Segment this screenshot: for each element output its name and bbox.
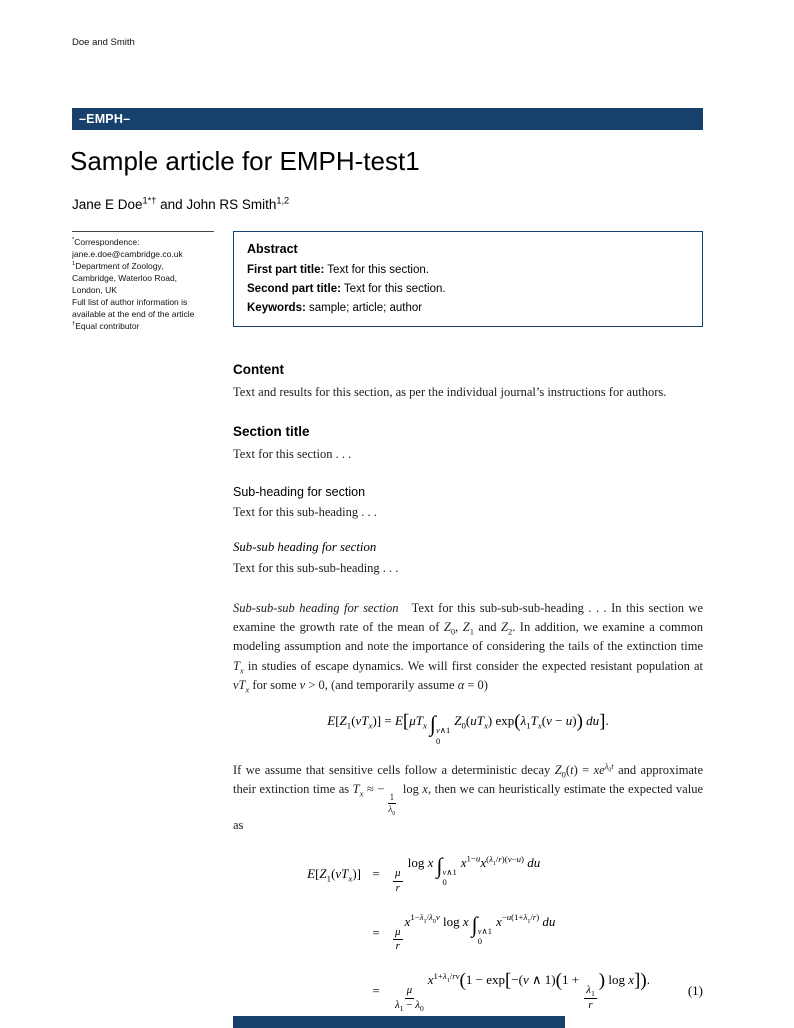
equation-row-2 xyxy=(233,904,703,963)
equation-lhs: $E[Z_1(vT_x)]$ xyxy=(307,866,361,884)
display-equation: $E[Z_1(vT_x)] = E[\mu T_x$ ∫ v∧1 0 $Z_0(uT_x) \exp(\lambda_1T_x(v - u))$ du]. xyxy=(327,711,609,746)
sub-heading: Sub-heading for section xyxy=(233,484,366,499)
section-title-heading: Section title xyxy=(233,424,310,440)
sub-heading-paragraph: Text for this sub-heading . . . xyxy=(233,504,377,519)
abstract-first-part-text: Text for this section. xyxy=(324,264,429,276)
article-body xyxy=(233,362,703,1021)
section-paragraph: Text for this section . . . xyxy=(233,447,352,462)
equation-row-1 xyxy=(233,845,703,904)
equation-array xyxy=(233,845,703,1021)
equation-rhs: $\frac{\mu}{r}$ log x ∫ v∧1 0 $x^{1-u}x^{(\lambda_1/r)(v-u)}$ du xyxy=(395,853,541,894)
equation-number xyxy=(669,845,703,904)
equation-rhs: $\frac{\mu}{\lambda_1 - \lambda_0}$ $x^{1+\lambda_1/rv}(1 - \exp[-(v$ ∧ 1)(1 + $\frac{\lambda_1}{r}$ ) log x]). xyxy=(395,970,650,1013)
running-head: Doe and Smith xyxy=(72,37,135,48)
equation-rhs: $\frac{\mu}{r}$ $x^{1-\lambda_1/\lambda_0v}$ log x ∫ v∧1 0 $x^{-u(1+\lambda_1/r)}$ du xyxy=(395,911,556,953)
abstract-keywords-text: sample; article; author xyxy=(305,302,423,314)
abstract-first-part xyxy=(247,264,689,276)
footer-bar xyxy=(233,1016,565,1028)
content-paragraph: Text and results for this section, as per the individual journal’s instructions for authors. xyxy=(233,385,667,399)
authors-line: Jane E Doe$^{1*\dagger}$ and John RS Smith$^{1,2}$ xyxy=(72,195,290,212)
equation-lhs xyxy=(233,962,361,1021)
equation-lhs xyxy=(233,904,361,963)
equals-sign: = xyxy=(372,924,380,940)
abstract-second-part xyxy=(247,283,689,295)
content-heading: Content xyxy=(233,362,284,377)
banner-label: –EMPH– xyxy=(79,112,131,126)
sub-sub-sub-paragraph: Sub-sub-sub heading for section Text for this sub-sub-sub-heading . . . In this section we examine the growth rate of the mean of $Z_0$, $Z_1$ and $Z_2$. In addition, we examine a common modeling assumption and note the importance of considering the tails of the extinction time $T_x$ in studies of escape dynamics. We will first consider the expected resistant population at $vT_x$ for some v > 0, (and temporarily assume α = 0) xyxy=(233,600,704,695)
abstract-keywords xyxy=(247,302,689,314)
abstract-box xyxy=(233,231,703,327)
abstract-second-part-text: Text for this section. xyxy=(340,283,446,295)
emph-banner xyxy=(72,108,703,130)
sub-sub-heading: Sub-sub heading for section xyxy=(233,540,377,555)
equation-row-3 xyxy=(233,962,703,1021)
equation-number: (1) xyxy=(687,983,703,999)
abstract-first-part-label: First part title: xyxy=(247,264,325,276)
equals-sign: = xyxy=(372,866,380,882)
abstract-title: Abstract xyxy=(247,242,298,256)
estimate-paragraph: If we assume that sensitive cells follow a deterministic decay $Z_0(t) = xe^{\lambda_0t}$ and approximate their extinction time as $T_x$ ≈ − $\frac{1}{\lambda_0}$ log x, then we can heuristically estimate the expected value as xyxy=(233,760,704,832)
abstract-keywords-label: Keywords: xyxy=(247,302,306,314)
article-title: Sample article for EMPH-test1 xyxy=(70,146,420,176)
equation-number xyxy=(669,904,703,963)
equals-sign: = xyxy=(372,983,380,999)
abstract-second-part-label: Second part title: xyxy=(247,283,341,295)
sub-sub-heading-paragraph: Text for this sub-sub-heading . . . xyxy=(233,561,399,576)
author-footnotes: *Correspondence: jane.e.doe@cambridge.co.uk $^1$Department of Zoology, Cambridge, Waterloo Road, London, UK Full list of author information is available at the end of the article †Equal contributor xyxy=(72,231,214,333)
